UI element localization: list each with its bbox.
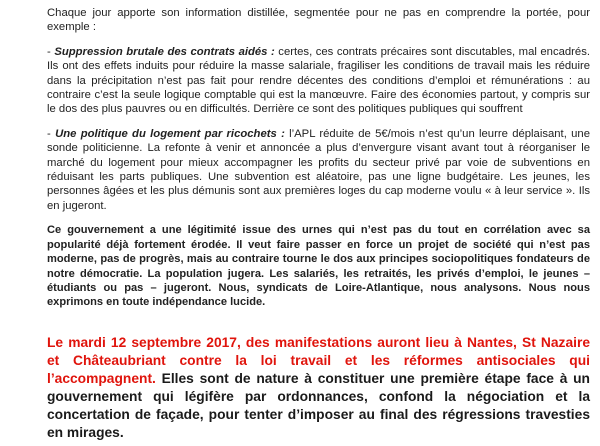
intro-paragraph: Chaque jour apporte son information distillée, segmentée pour ne pas en comprendre la portée, pour exemple : [47, 7, 590, 34]
item-text: certes, ces contrats précaires sont discutables, mal encadrés. Ils ont des effets induits pour réduire la masse salariale, fragiliser les conditions de travail mais les réduire dans la précipitation n’est pas fait pour rendre décentes des conditions d’emploi et rémunérations : au contraire c’est la seule logique comptable qui est la manœuvre. Faire des économies partout, y compris sur le dos des plus pauvres ou en difficultés. Derrière ce sont des politiques publiques qui souffrent [47, 45, 591, 116]
announcement-paragraph [47, 334, 590, 442]
item-lead: Suppression brutale des contrats aidés : [54, 45, 275, 58]
item-lead: Une politique du logement par ricochets : [55, 127, 285, 140]
list-item-logement [47, 127, 590, 213]
announcement-red-text: Le mardi 12 septembre 2017, des manifestations auront lieu à Nantes, St Nazaire et Châteaubriant contre la loi travail et les réformes antisociales qui l’accompagnent. [47, 334, 590, 386]
item-text: l’APL réduite de 5€/mois n’est qu’un leurre déplaisant, une sonde politicienne. La refonte à venir et annoncée a plus d’envergure visant avant tout à réorganiser le marché du logement pour mieux accompagner les profits du secteur privé par voie de subventions en réduisant les parts publiques. Une subvention est aléatoire, pas une ligne budgétaire. Les jeunes, les personnes âgées et les plus démunis sont aux premières loges du cap moderne voulu « à leur service ». Ils en jugeront. [47, 127, 590, 212]
item-dash: - [47, 45, 55, 58]
announcement-black-text: Elles sont de nature à constituer une première étape face à un gouvernement qui légifère par ordonnances, confond la négociation et la concertation de façade, pour tenter d’imposer au final des régressions travesties en mirages. [47, 370, 590, 440]
list-item-contrats-aides [47, 45, 590, 117]
item-dash: - [47, 127, 56, 140]
bold-paragraph: Ce gouvernement a une légitimité issue des urnes qui n’est pas du tout en corrélation avec sa popularité déjà fortement érodée. Il veut faire passer en force un projet de société qui n’est pas moderne, pas de progrès, mais au contraire tourne le dos aux principes sociopolitiques fondateurs de notre démocratie. La population jugera. Les salariés, les retraités, les privés d’emploi, le jeunes – étudiants ou pas – jugeront. Nous, syndicats de Loire-Atlantique, nous analysons. Nous nous exprimons en toute indépendance lucide. [47, 224, 590, 309]
